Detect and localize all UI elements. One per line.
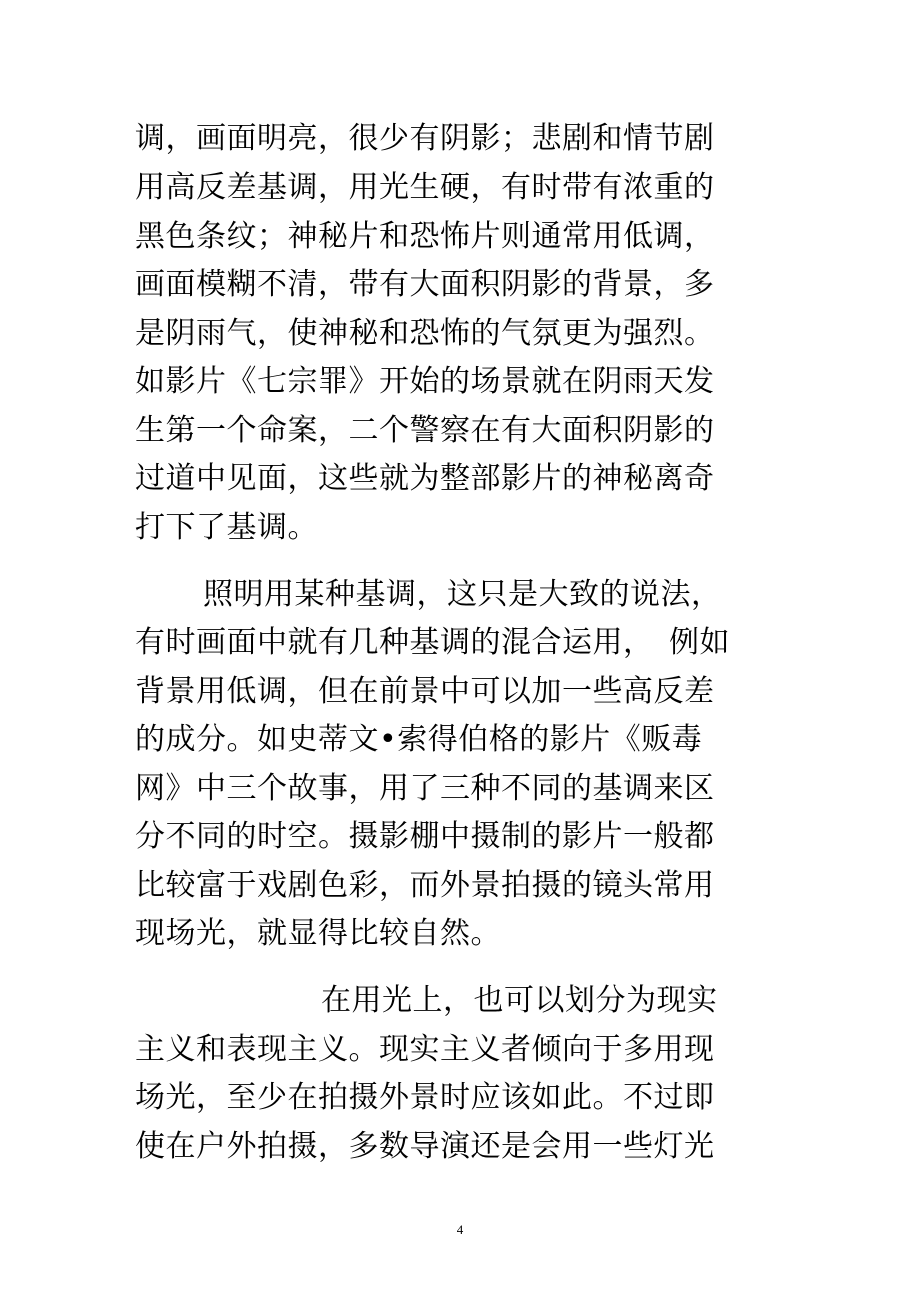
paragraph-1-line-2: 用高反差基调，用光生硬，有时带有浓重的 (135, 170, 715, 205)
paragraph-2-line-4: 的成分。如史蒂文•索得伯格的影片《贩毒 (135, 722, 703, 757)
paragraph-3-line-2: 主义和表现主义。现实主义者倾向于多用现 (135, 1032, 715, 1067)
paragraph-3-line-4: 使在户外拍摄，多数导演还是会用一些灯光 (135, 1129, 715, 1164)
paragraph-1-line-7: 生第一个命案，二个警察在有大面积阴影的 (135, 413, 715, 448)
paragraph-1-line-4: 画面模糊不清，带有大面积阴影的背景，多 (135, 267, 715, 302)
paragraph-2-line-6: 分不同的时空。摄影棚中摄制的影片一般都 (135, 819, 715, 854)
paragraph-3-line-1: 在用光上，也可以划分为现实 (321, 983, 718, 1018)
paragraph-1-line-9: 打下了基调。 (135, 510, 318, 545)
paragraph-1-line-5: 是阴雨气，使神秘和恐怖的气氛更为强烈。 (135, 316, 715, 351)
paragraph-3-line-3: 场光，至少在拍摄外景时应该如此。不过即 (135, 1080, 715, 1115)
page-number: 4 (456, 1222, 464, 1237)
paragraph-1-line-1: 调，画面明亮，很少有阴影；悲剧和情节剧 (135, 121, 715, 156)
paragraph-2-line-3: 背景用低调，但在前景中可以加一些高反差 (135, 674, 715, 709)
paragraph-1-line-3: 黑色条纹；神秘片和恐怖片则通常用低调， (135, 219, 715, 254)
paragraph-2-line-2: 有时画面中就有几种基调的混合运用， 例如 (135, 625, 730, 660)
paragraph-2-line-1: 照明用某种基调，这只是大致的说法， (203, 577, 722, 612)
paragraph-1-line-6: 如影片《七宗罪》开始的场景就在阴雨天发 (135, 364, 715, 399)
paragraph-2-line-7: 比较富于戏剧色彩，而外景拍摄的镜头常用 (135, 868, 715, 903)
paragraph-2-line-8: 现场光，就显得比较自然。 (135, 916, 501, 951)
paragraph-1-line-8: 过道中见面，这些就为整部影片的神秘离奇 (135, 461, 715, 496)
paragraph-2-line-5: 网》中三个故事，用了三种不同的基调来区 (135, 771, 715, 806)
